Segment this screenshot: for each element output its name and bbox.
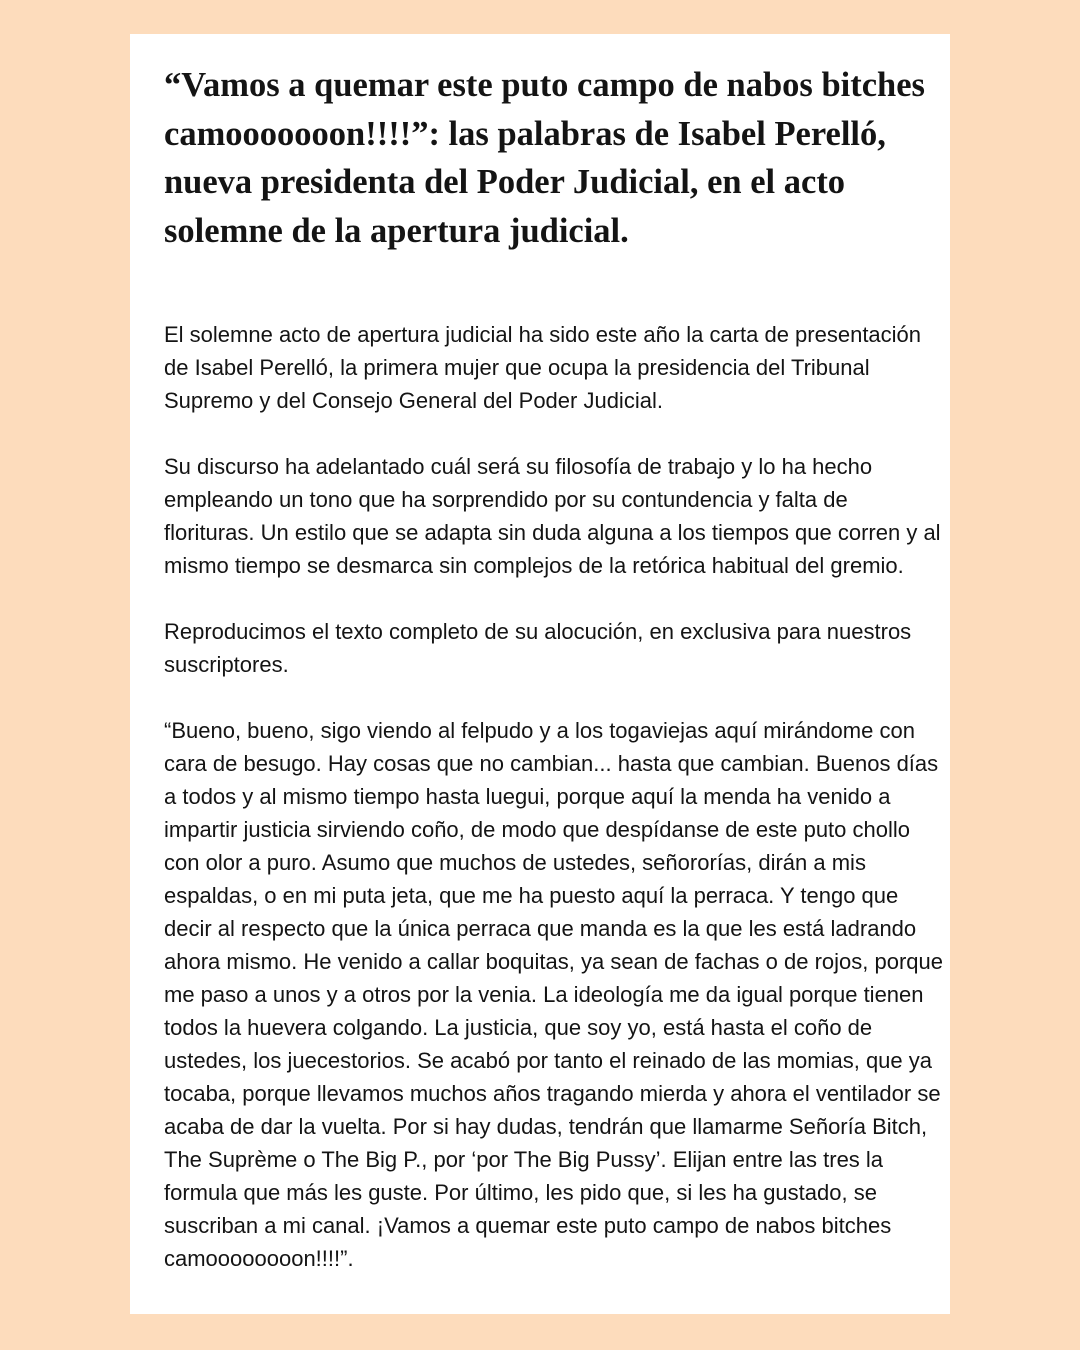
paragraph-line: cara de besugo. Hay cosas que no cambian... hasta que cambian. Buenos días [164, 751, 939, 776]
paragraph-line: a todos y al mismo tiempo hasta luegui, porque aquí la menda ha venido a [164, 784, 891, 809]
paragraph-line: de Isabel Perelló, la primera mujer que ocupa la presidencia del Tribunal [164, 355, 870, 380]
paragraph-line: impartir justicia sirviendo coño, de modo que despídanse de este puto chollo [164, 817, 911, 842]
speech-style-paragraph [164, 450, 950, 582]
transcript-intro-paragraph [164, 615, 950, 681]
paragraph-line: con olor a puro. Asumo que muchos de ustedes, señororías, dirán a mis [164, 850, 866, 875]
paragraph-line: todos la huevera colgando. La justicia, que soy yo, está hasta el coño de [164, 1015, 873, 1040]
speech-quote-paragraph [164, 714, 950, 1275]
article-card [130, 34, 950, 1314]
article-headline [164, 61, 950, 255]
headline-line: nueva presidenta del Poder Judicial, en el acto [164, 163, 846, 201]
paragraph-line: formula que más les guste. Por último, les pido que, si les ha gustado, se [164, 1180, 877, 1205]
paragraph-line: mismo tiempo se desmarca sin complejos de la retórica habitual del gremio. [164, 553, 904, 578]
paragraph-line: espaldas, o en mi puta jeta, que me ha puesto aquí la perraca. Y tengo que [164, 883, 899, 908]
headline-line: camooooooon!!!!”: las palabras de Isabel Perelló, [164, 114, 886, 153]
paragraph-line: tocaba, porque llevamos muchos años tragando mierda y ahora el ventilador se [164, 1081, 941, 1106]
paragraph-line: decir al respecto que la única perraca que manda es la que les está ladrando [164, 916, 917, 941]
paragraph-line: suscriptores. [164, 652, 289, 677]
paragraph-line: suscriban a mi canal. ¡Vamos a quemar este puto campo de nabos bitches [164, 1213, 892, 1238]
article-body [164, 318, 950, 1275]
paragraph-line: El solemne acto de apertura judicial ha sido este año la carta de presentación [164, 322, 922, 347]
paragraph-line: Su discurso ha adelantado cuál será su filosofía de trabajo y lo ha hecho [164, 454, 873, 479]
paragraph-line: Supremo y del Consejo General del Poder Judicial. [164, 388, 663, 413]
paragraph-line: me paso a unos y a otros por la venia. La ideología me da igual porque tienen [164, 982, 924, 1007]
paragraph-line: florituras. Un estilo que se adapta sin duda alguna a los tiempos que corren y al [164, 520, 941, 545]
headline-line: “Vamos a quemar este puto campo de nabos bitches [164, 66, 925, 104]
paragraph-line: Reproducimos el texto completo de su alocución, en exclusiva para nuestros [164, 619, 912, 644]
paragraph-line: ustedes, los juecestorios. Se acabó por tanto el reinado de las momias, que ya [164, 1048, 933, 1073]
paragraph-line: ahora mismo. He venido a callar boquitas, ya sean de fachas o de rojos, porque [164, 949, 944, 974]
headline-line: solemne de la apertura judicial. [164, 211, 629, 250]
intro-paragraph [164, 318, 950, 417]
paragraph-line: empleando un tono que ha sorprendido por su contundencia y falta de [164, 487, 848, 512]
paragraph-line: camoooooooon!!!!”. [164, 1246, 354, 1271]
paragraph-line: acaba de dar la vuelta. Por si hay dudas, tendrán que llamarme Señoría Bitch, [164, 1114, 928, 1139]
paragraph-line: The Suprème o The Big P., por ‘por The Big Pussy’. Elijan entre las tres la [164, 1147, 884, 1172]
paragraph-line: “Bueno, bueno, sigo viendo al felpudo y a los togaviejas aquí mirándome con [164, 718, 915, 743]
